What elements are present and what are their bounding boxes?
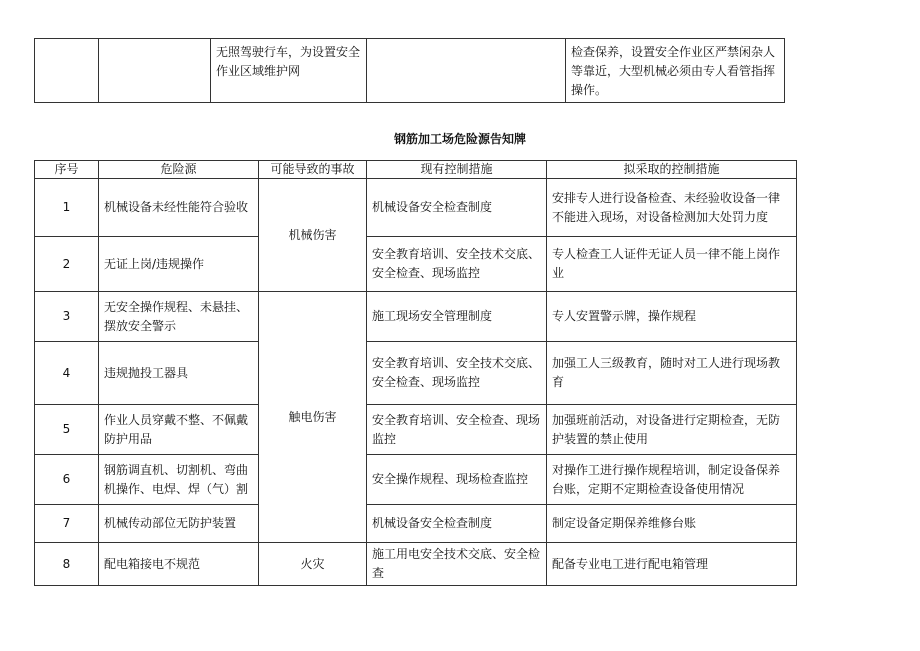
row-number: 2 bbox=[35, 237, 99, 292]
row-number: 7 bbox=[35, 505, 99, 543]
current-measure-cell: 机械设备安全检查制度 bbox=[367, 505, 547, 543]
table-row bbox=[35, 342, 797, 405]
planned-measure-cell: 制定设备定期保养维修台账 bbox=[547, 505, 797, 543]
header-cell: 序号 bbox=[35, 161, 99, 179]
planned-measure-cell: 专人检查工人证件无证人员一律不能上岗作业 bbox=[547, 237, 797, 292]
header-cell: 现有控制措施 bbox=[367, 161, 547, 179]
hazard-cell: 无证上岗/违规操作 bbox=[99, 237, 259, 292]
table-row bbox=[35, 237, 797, 292]
header-cell: 危险源 bbox=[99, 161, 259, 179]
hazard-cell: 违规抛投工器具 bbox=[99, 342, 259, 405]
table-row bbox=[35, 292, 797, 342]
row-number: 6 bbox=[35, 455, 99, 505]
header-cell: 拟采取的控制措施 bbox=[547, 161, 797, 179]
row-number: 5 bbox=[35, 405, 99, 455]
accident-cell: 触电伤害 bbox=[259, 292, 367, 543]
current-measure-cell: 安全操作规程、现场检查监控 bbox=[367, 455, 547, 505]
planned-measure-cell: 配备专业电工进行配电箱管理 bbox=[547, 543, 797, 586]
current-measure-cell: 安全教育培训、安全技术交底、安全检查、现场监控 bbox=[367, 237, 547, 292]
cell bbox=[367, 39, 566, 103]
table-row bbox=[35, 455, 797, 505]
current-measure-cell: 施工现场安全管理制度 bbox=[367, 292, 547, 342]
row-number: 3 bbox=[35, 292, 99, 342]
current-measure-cell: 机械设备安全检查制度 bbox=[367, 179, 547, 237]
header-row bbox=[35, 161, 797, 179]
cell: 检查保养，设置安全作业区严禁闲杂人等靠近，大型机械必须由专人看管指挥操作。 bbox=[566, 39, 785, 103]
accident-cell: 火灾 bbox=[259, 543, 367, 586]
planned-measure-cell: 对操作工进行操作规程培训，制定设备保养台账，定期不定期检查设备使用情况 bbox=[547, 455, 797, 505]
planned-measure-cell: 加强工人三级教育，随时对工人进行现场教育 bbox=[547, 342, 797, 405]
table-row bbox=[35, 179, 797, 237]
hazard-cell: 钢筋调直机、切割机、弯曲机操作、电焊、焊（气）割 bbox=[99, 455, 259, 505]
top-partial-table bbox=[34, 38, 785, 103]
table-row bbox=[35, 405, 797, 455]
current-measure-cell: 施工用电安全技术交底、安全检查 bbox=[367, 543, 547, 586]
hazard-cell: 无安全操作规程、未悬挂、摆放安全警示 bbox=[99, 292, 259, 342]
cell bbox=[35, 39, 99, 103]
page-title: 钢筋加工场危险源告知牌 bbox=[393, 132, 526, 146]
planned-measure-cell: 安排专人进行设备检查、未经验收设备一律不能进入现场，对设备检测加大处罚力度 bbox=[547, 179, 797, 237]
hazard-cell: 机械设备未经性能符合验收 bbox=[99, 179, 259, 237]
row-number: 4 bbox=[35, 342, 99, 405]
planned-measure-cell: 专人安置警示牌，操作规程 bbox=[547, 292, 797, 342]
header-cell: 可能导致的事故 bbox=[259, 161, 367, 179]
cell: 无照驾驶行车，为设置安全作业区域维护网 bbox=[211, 39, 367, 103]
cell bbox=[99, 39, 211, 103]
current-measure-cell: 安全教育培训、安全检查、现场监控 bbox=[367, 405, 547, 455]
table-row bbox=[35, 39, 785, 103]
row-number: 1 bbox=[35, 179, 99, 237]
table-row bbox=[35, 505, 797, 543]
table-row bbox=[35, 543, 797, 586]
row-number: 8 bbox=[35, 543, 99, 586]
current-measure-cell: 安全教育培训、安全技术交底、安全检查、现场监控 bbox=[367, 342, 547, 405]
hazard-table bbox=[34, 160, 797, 586]
hazard-cell: 配电箱接电不规范 bbox=[99, 543, 259, 586]
hazard-cell: 机械传动部位无防护装置 bbox=[99, 505, 259, 543]
hazard-cell: 作业人员穿戴不整、不佩戴防护用品 bbox=[99, 405, 259, 455]
planned-measure-cell: 加强班前活动，对设备进行定期检查，无防护装置的禁止使用 bbox=[547, 405, 797, 455]
accident-cell: 机械伤害 bbox=[259, 179, 367, 292]
